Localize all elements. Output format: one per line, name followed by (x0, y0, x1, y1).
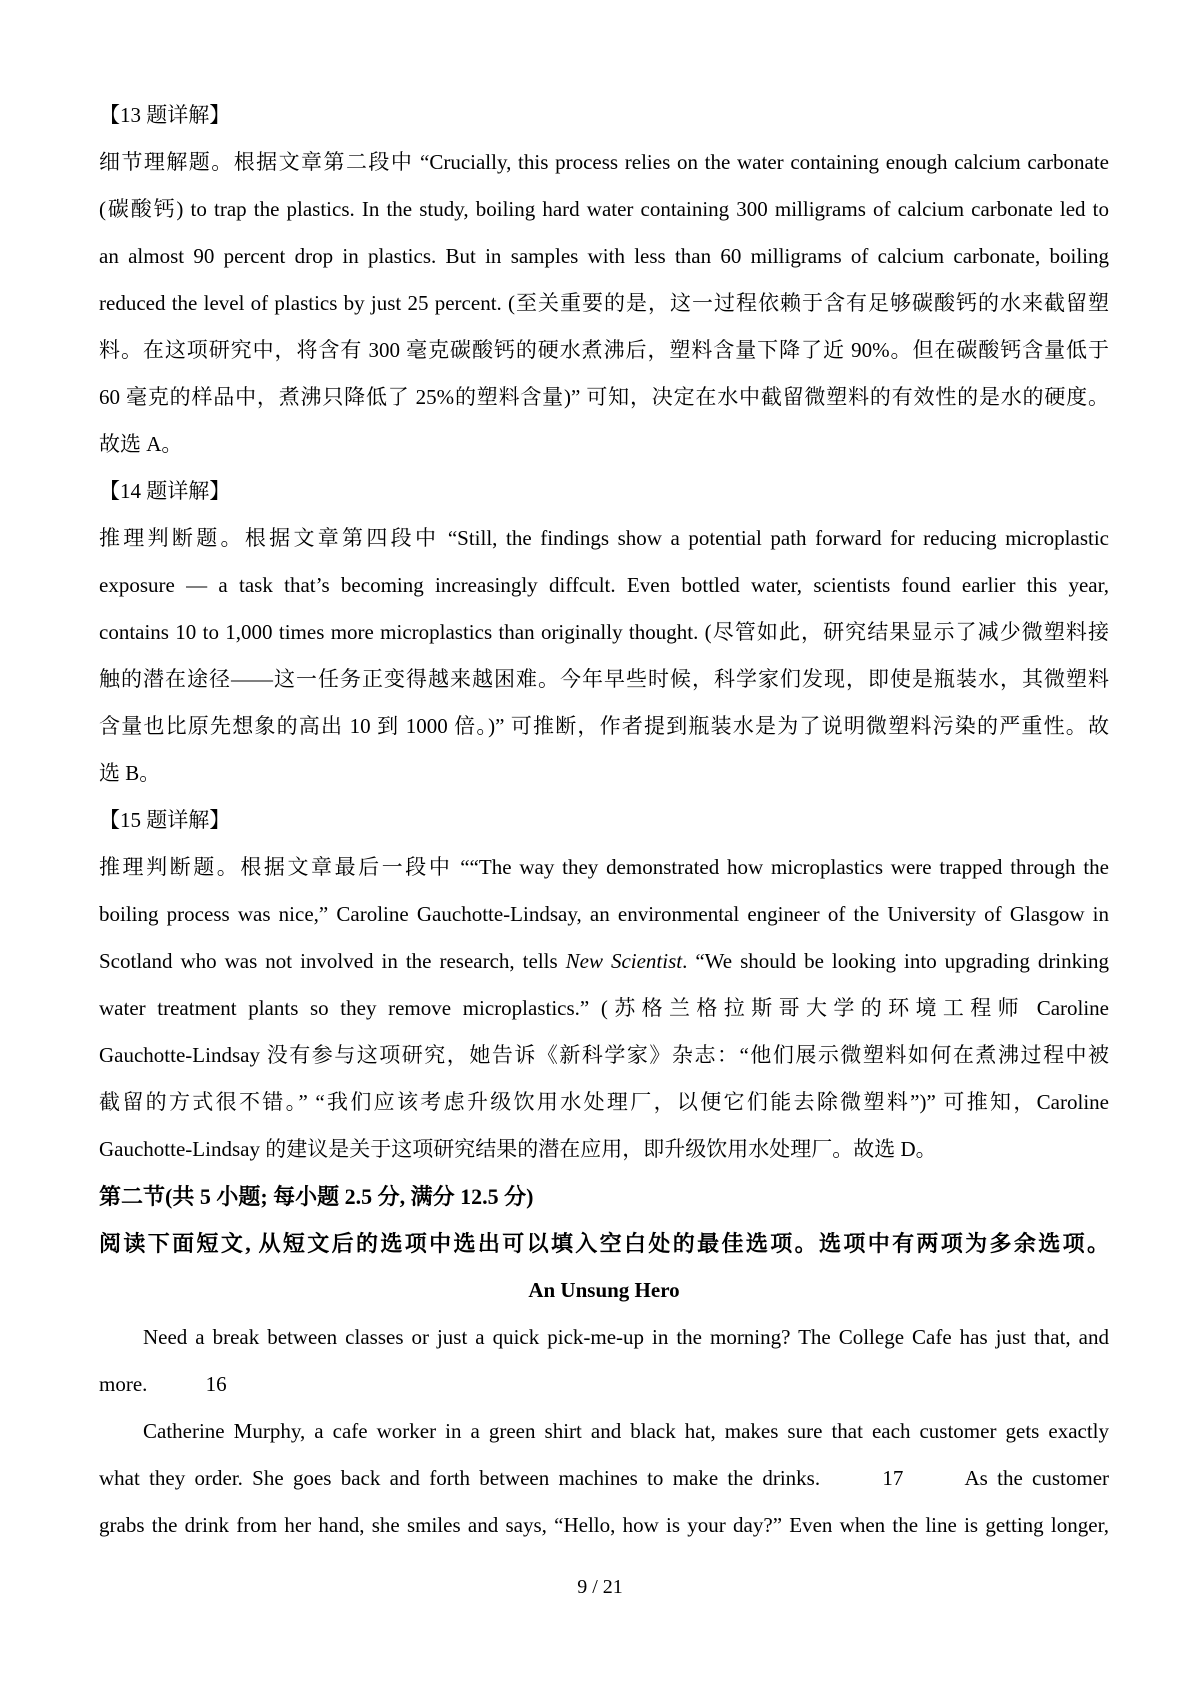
q14-answer: 选 B。 (99, 761, 161, 785)
blank-16 (153, 1361, 280, 1408)
text-line: 含量也比原先想象的高出 10 到 1000 倍。)” 可推断，作者提到瓶装水是为了说明微塑料污染的严重性。故 (99, 714, 1109, 738)
text-segment: what they order. She goes back and forth between machines to make the drinks. (99, 1466, 830, 1490)
blank-number: 16 (205, 1372, 227, 1396)
text-line: 细节理解题。根据文章第二段中 “Crucially, this process relies on the water containing enough calcium carbonate (99, 150, 1109, 174)
text-segment: Scotland who was not involved in the research, tells (99, 949, 566, 973)
q14-explanation-heading: 【14 题详解】 (99, 479, 231, 503)
document-body (99, 92, 1109, 1549)
blank-number: 17 (882, 1466, 904, 1490)
text-line: Gauchotte-Lindsay 没有参与这项研究，她告诉《新科学家》杂志：“他们展示微塑料如何在煮沸过程中被 (99, 1043, 1109, 1067)
text-line: 截留的方式很不错。” “我们应该考虑升级饮用水处理厂，以便它们能去除微塑料”)” 可推知，Caroline (99, 1090, 1109, 1114)
text-line (99, 1361, 1109, 1408)
text-line: 推理判断题。根据文章第四段中 “Still, the findings show a potential path forward for reducing microplastic (99, 526, 1109, 550)
text-line: an almost 90 percent drop in plastics. But in samples with less than 60 milligrams of calcium carbonate, boiling (99, 244, 1109, 268)
text-line (99, 938, 1109, 985)
q13-answer: 故选 A。 (99, 432, 183, 456)
passage-title: An Unsung Hero (528, 1278, 680, 1302)
text-line (99, 1455, 1109, 1502)
blank-17 (829, 1455, 956, 1502)
text-line: exposure — a task that’s becoming increasingly diffcult. Even bottled water, scientists found earlier this year, (99, 573, 1109, 597)
text-segment: more. (99, 1372, 153, 1396)
text-line: (碳酸钙) to trap the plastics. In the study, boiling hard water containing 300 milligrams of calcium carbonate led to (99, 197, 1109, 221)
text-line: grabs the drink from her hand, she smiles and says, “Hello, how is your day?” Even when the line is getting longer, (99, 1513, 1109, 1537)
text-segment: . “We should be looking into upgrading drinking (682, 949, 1109, 973)
page-number: 9 / 21 (577, 1576, 623, 1598)
text-line: reduced the level of plastics by just 25 percent. (至关重要的是，这一过程依赖于含有足够碳酸钙的水来截留塑 (99, 291, 1109, 315)
text-line: contains 10 to 1,000 times more microplastics than originally thought. (尽管如此，研究结果显示了减少微塑料接 (99, 620, 1109, 644)
text-line: 推理判断题。根据文章最后一段中 ““The way they demonstrated how microplastics were trapped through the (99, 855, 1109, 879)
section-2-instructions: 阅读下面短文, 从短文后的选项中选出可以填入空白处的最佳选项。选项中有两项为多余选项。 (99, 1231, 1109, 1256)
text-line: boiling process was nice,” Caroline Gauchotte-Lindsay, an environmental engineer of the University of Glasgow in (99, 902, 1109, 926)
text-line: 触的潜在途径——这一任务正变得越来越困难。今年早些时候，科学家们发现，即使是瓶装水，其微塑料 (99, 667, 1109, 691)
text-line: 60 毫克的样品中，煮沸只降低了 25%的塑料含量)” 可知，决定在水中截留微塑料的有效性的是水的硬度。 (99, 385, 1109, 409)
q15-explanation-heading: 【15 题详解】 (99, 808, 231, 832)
text-line: Catherine Murphy, a cafe worker in a green shirt and black hat, makes sure that each customer gets exactly (143, 1419, 1109, 1443)
q15-answer: Gauchotte-Lindsay 的建议是关于这项研究结果的潜在应用，即升级饮用水处理厂。故选 D。 (99, 1137, 937, 1161)
italic-journal-name: New Scientist (565, 949, 683, 973)
section-2-heading: 第二节(共 5 小题; 每小题 2.5 分, 满分 12.5 分) (99, 1184, 534, 1209)
text-line: water treatment plants so they remove microplastics.” (苏格兰格拉斯哥大学的环境工程师 Caroline (99, 996, 1109, 1020)
text-line: Need a break between classes or just a quick pick-me-up in the morning? The College Cafe has just that, and (143, 1325, 1109, 1349)
text-line: 料。在这项研究中，将含有 300 毫克碳酸钙的硬水煮沸后，塑料含量下降了近 90%。但在碳酸钙含量低于 (99, 338, 1109, 362)
q13-explanation-heading: 【13 题详解】 (99, 103, 231, 127)
text-segment: As the customer (956, 1466, 1109, 1490)
